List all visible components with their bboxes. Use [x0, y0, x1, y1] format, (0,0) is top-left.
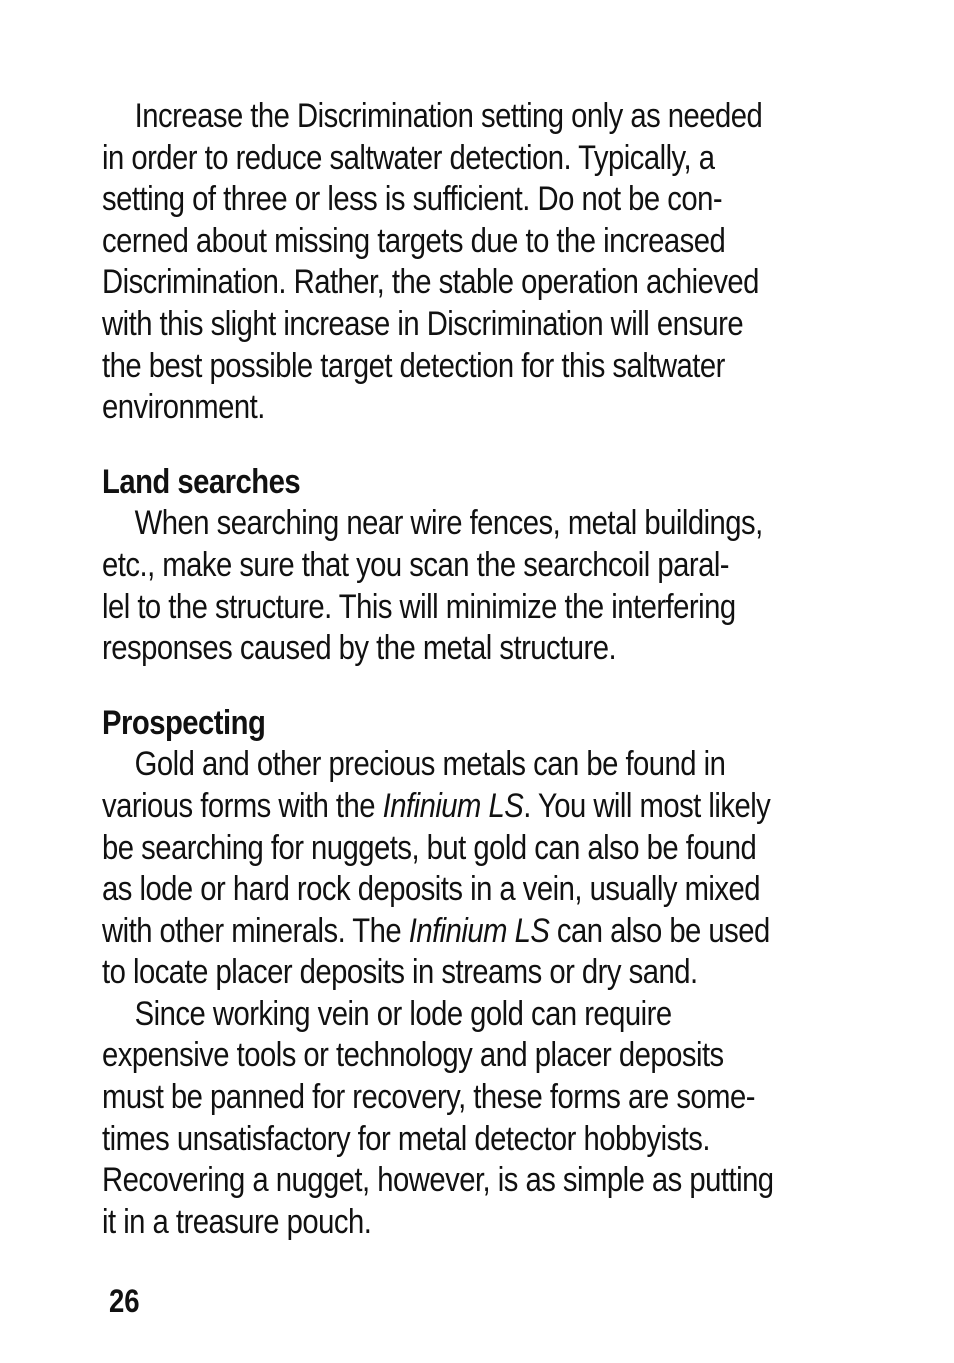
text-line: Increase the Discrimination setting only as needed — [134, 97, 763, 135]
text-line: Discrimination. Rather, the stable operation achieved — [102, 263, 759, 302]
section-land-searches — [102, 462, 862, 670]
text-line: expensive tools or technology and placer deposits — [102, 1036, 724, 1075]
text-line — [102, 786, 771, 828]
text-line: with this slight increase in Discrimination will ensure — [102, 304, 744, 343]
text-line: responses caused by the metal structure. — [102, 629, 617, 668]
text-line: be searching for nuggets, but gold can also be found — [102, 828, 757, 867]
text-line: Recovering a nugget, however, is as simple as putting — [102, 1161, 774, 1200]
text-line: times unsatisfactory for metal detector hobbyists. — [102, 1119, 711, 1158]
text-line: Since working vein or lode gold can require — [134, 994, 672, 1033]
product-name: Infinium LS — [382, 786, 524, 825]
product-name: Infinium LS — [408, 911, 550, 950]
text-run: with other minerals. The — [102, 911, 409, 950]
text-line: must be panned for recovery, these forms are some- — [102, 1078, 755, 1117]
page-body — [102, 96, 862, 1243]
paragraph-discrimination — [102, 96, 862, 429]
page-number: 26 — [109, 1283, 140, 1319]
section-heading: Prospecting — [102, 703, 266, 742]
text-line — [102, 911, 770, 953]
text-line: to locate placer deposits in streams or dry sand. — [102, 953, 698, 992]
text-run: . You will most likely — [523, 786, 771, 825]
text-run: can also be used — [549, 911, 770, 950]
text-line: lel to the structure. This will minimize the interfering — [102, 587, 736, 626]
text-line: When searching near wire fences, metal buildings, — [134, 504, 763, 543]
text-line: Gold and other precious metals can be found in — [134, 745, 726, 784]
text-line: etc., make sure that you scan the searchcoil paral- — [102, 545, 730, 584]
text-line: the best possible target detection for this saltwater — [102, 346, 725, 385]
text-line: it in a treasure pouch. — [102, 1202, 372, 1241]
text-line: environment. — [102, 388, 265, 427]
section-prospecting — [102, 703, 862, 1244]
text-line: as lode or hard rock deposits in a vein, usually mixed — [102, 870, 761, 909]
section-heading: Land searches — [102, 462, 301, 501]
text-run: various forms with the — [102, 786, 383, 825]
text-line: in order to reduce saltwater detection. Typically, a — [102, 138, 715, 177]
text-line: cerned about missing targets due to the increased — [102, 221, 726, 260]
text-line: setting of three or less is sufficient. Do not be con- — [102, 180, 723, 219]
